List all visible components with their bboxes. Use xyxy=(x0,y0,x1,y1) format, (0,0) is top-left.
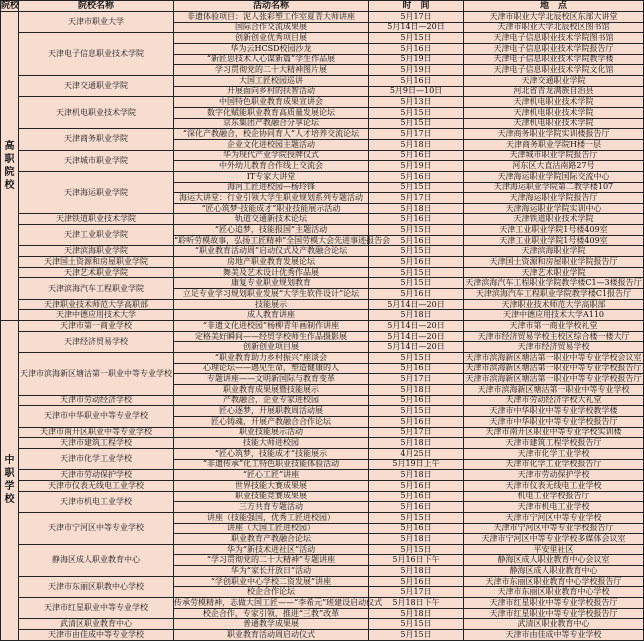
school-cell: 天津市劳动经济学校 xyxy=(19,395,174,406)
activity-cell: “深化产教融合，校企协同育人”人才培养交流论坛 xyxy=(174,129,369,140)
header-time: 时 间 xyxy=(369,1,464,12)
header-activity: 活动名称 xyxy=(174,1,369,12)
table-row xyxy=(1,353,644,364)
time-cell: 5月14日—20日 xyxy=(369,299,464,310)
time-cell: 5月15日 xyxy=(369,225,464,236)
table-body xyxy=(1,12,644,641)
location-cell: 天津艺术职业学院 xyxy=(464,267,644,278)
location-cell: 天津滨海汽车工程职业学院教学楼C1—3楼报告厅 xyxy=(465,278,642,288)
school-cell: 天津市职业大学 xyxy=(19,12,174,33)
table-row xyxy=(1,427,644,438)
table-row xyxy=(1,598,644,609)
table-row xyxy=(1,33,644,44)
school-cell: 天津铁道职业技术学院 xyxy=(19,214,174,225)
activity-cell: 企业文化进校园主题活动 xyxy=(174,139,369,150)
school-cell: 天津机电职业技术学院 xyxy=(19,97,174,129)
table-row xyxy=(1,150,644,161)
school-cell: 天津市宁河区中等专业学校 xyxy=(19,512,174,544)
activity-cell: 传承劳模精神，志做大国工匠——“李希元”班建设启动仪式 xyxy=(174,597,383,607)
header-category: 院校 xyxy=(1,1,20,11)
time-cell: 5月17日 xyxy=(369,129,464,140)
time-cell: 5月18日 xyxy=(369,566,464,577)
school-cell: 天津滨海汽车工程职业学院 xyxy=(19,278,174,299)
activity-cell: 匠心逐梦，开展职教周活动展 xyxy=(174,406,369,417)
table-row xyxy=(1,544,644,555)
time-cell: 5月15日 xyxy=(369,406,464,417)
activity-cell: 成人教育讲座 xyxy=(174,310,369,321)
location-cell: 天津市劳动经济学校大礼堂 xyxy=(464,395,644,406)
time-cell: 5月18日 xyxy=(369,438,464,449)
time-cell: 5月16日 xyxy=(369,43,464,54)
table-row xyxy=(1,267,644,278)
table-row xyxy=(1,448,644,459)
location-cell: 天津海运职业学院报告厅 xyxy=(464,193,644,204)
time-cell: 5月16日 xyxy=(369,214,464,225)
activity-cell: “职业教育活动周”启动仪式及产教融合论坛 xyxy=(174,246,369,257)
activity-cell: 三方共育专题活动 xyxy=(174,502,369,513)
school-cell: 天津电子信息职业技术学院 xyxy=(19,33,174,76)
time-cell: 5月15日 xyxy=(369,512,464,523)
table-row xyxy=(1,331,644,342)
table-row xyxy=(1,576,644,587)
time-cell: 5月13日 xyxy=(369,97,464,108)
time-cell: 5月14日—20日 xyxy=(369,342,464,353)
activity-cell: “新匠思技术人心谋新篇”学生作品展 xyxy=(174,54,369,65)
time-cell: 5月14日—20日 xyxy=(369,321,464,332)
table-row xyxy=(1,512,644,523)
activity-cell: 海运大讲堂：行业引领大学生职业规划系列专题活动 xyxy=(174,193,369,204)
time-cell: 5月15日 xyxy=(369,118,464,129)
activity-cell: 康复专业职业规划教育 xyxy=(174,278,369,289)
table-row xyxy=(1,75,644,86)
school-cell: 天津市中华职业中等专业学校 xyxy=(19,406,174,427)
time-cell: 5月18日 xyxy=(369,384,464,395)
time-cell: 5月16日下午 xyxy=(369,555,464,566)
location-cell: 天津市滨海新区塘沽第一职业中等专业学校报告厅 xyxy=(465,374,642,384)
location-cell: 天津市化学工业学校报告厅 xyxy=(464,459,644,470)
table-row xyxy=(1,321,644,332)
activity-cell: 立足专业学习规划职业发展“大学生软件设计”论坛 xyxy=(174,289,369,300)
time-cell: 5月14日—20日 xyxy=(369,331,464,342)
activity-cell: 华为云HCSD校园沙龙 xyxy=(174,43,369,54)
activity-cell: 心理论坛——遇见生命，塑造健康的人 xyxy=(174,363,369,374)
location-cell: 天津市南开区职业中等专业学校实训楼 xyxy=(464,427,644,438)
school-cell: 天津职业技术师范大学高职部 xyxy=(19,299,174,310)
school-cell: 天津工业职业学院 xyxy=(19,225,174,246)
table-row xyxy=(1,299,644,310)
location-cell: 天津机电职业技术学院 xyxy=(464,118,644,129)
location-cell: 天津铁道职业技术学院 xyxy=(464,214,644,225)
activity-cell: 普通教学成果展 xyxy=(174,619,369,630)
location-cell: 天津商务职业学院H楼一层 xyxy=(464,139,644,150)
location-cell: 平安里社区 xyxy=(464,544,644,555)
location-cell: 天津海运职业学院第二教学楼107 xyxy=(464,182,644,193)
activity-cell: “匠心工匠”讲座 xyxy=(174,470,369,481)
activity-cell: 职业教育成果展暨技能展示 xyxy=(174,384,369,395)
category-cell: 高职院校 xyxy=(1,12,19,321)
header-row xyxy=(1,1,644,12)
time-cell: 5月15日 xyxy=(369,267,464,278)
activity-cell: 海河工匠进校园—杨玲锋 xyxy=(174,182,369,193)
location-cell: 天津市中华职业中等专业学校教学楼 xyxy=(464,406,644,417)
location-cell: 天津市经济贸易学校主校区综合楼一楼大厅 xyxy=(464,331,644,342)
time-cell: 5月16日 xyxy=(369,395,464,406)
table-row xyxy=(1,619,644,630)
time-cell: 5月16日 xyxy=(369,416,464,427)
school-cell: 天津市由佳成中等专业学校 xyxy=(19,630,174,641)
school-cell: 天津市东丽区职教中心学校 xyxy=(19,576,174,597)
location-cell: 天津电子信息职业技术学院文化馆 xyxy=(464,65,644,76)
location-cell: 天津城市职业学院报告厅 xyxy=(464,150,644,161)
location-cell: 天津国土资源和房屋职业学院报告厅 xyxy=(464,257,644,268)
activity-cell: “学习贯彻党的二十大精神”专题讲座 xyxy=(174,555,369,566)
time-cell: 5月19日 xyxy=(369,54,464,65)
location-cell: 天津市滨海新区塘沽第一职业中等专业学校会议室 xyxy=(465,352,642,362)
activity-cell: “匠心追梦，技能报国”主题活动 xyxy=(174,225,369,236)
table-row xyxy=(1,225,644,236)
activity-cell: 中外幼儿教育合作线上交流会 xyxy=(174,161,369,172)
activity-cell: 世界技能大赛成果展 xyxy=(174,480,369,491)
activity-cell: “职业教育助力乡村振兴”座谈会 xyxy=(174,353,369,364)
activity-cell: 校企合作论坛 xyxy=(174,587,369,598)
location-cell: 天津市化学工业学校 xyxy=(464,448,644,459)
location-cell: 天津滨海汽车工程职业学院教学楼C1报告厅 xyxy=(464,289,644,300)
school-cell: 天津海运职业学院 xyxy=(19,171,174,214)
activity-cell: 京东集团产教融合分享论坛 xyxy=(174,118,369,129)
activity-cell: 大国工匠校园巡讲 xyxy=(174,75,369,86)
school-cell: 武清区职业教育中心 xyxy=(19,619,174,630)
activity-cell: 产教融合，企业专家进校园 xyxy=(174,395,369,406)
activity-cell: 专题讲座——文明新国际与教育变革 xyxy=(174,374,369,385)
time-cell: 5月16日 xyxy=(369,257,464,268)
location-cell: 天津中德应用技术大学A110 xyxy=(464,310,644,321)
location-cell: 天津市宁河区中等专业学校 xyxy=(464,512,644,523)
activity-cell: 开展面向乡村的扶智活动 xyxy=(174,86,369,97)
activity-cell: 技能展示 xyxy=(174,299,369,310)
table-row xyxy=(1,310,644,321)
table-row xyxy=(1,406,644,417)
time-cell: 5月17日 xyxy=(369,193,464,204)
activity-cell: IT专家大讲堂 xyxy=(174,171,369,182)
activity-cell: 匠心铸魂，开展产教融合合作论坛 xyxy=(174,416,369,427)
table-row xyxy=(1,630,644,641)
location-cell: 天津机电职业技术学院 xyxy=(464,97,644,108)
location-cell: 河东区大直沽南路27号 xyxy=(464,161,644,172)
activity-cell: 舞美及艺术设计优秀作品展 xyxy=(174,267,369,278)
category-cell: 中职学校 xyxy=(1,321,19,641)
activity-cell: 华为现代产业学院授牌仪式 xyxy=(174,150,369,161)
location-cell: 天津市滨海新区塘沽第一职业中等专业学校 xyxy=(464,384,644,395)
location-cell: 天津商务职业学院实训楼报告厅 xyxy=(464,129,644,140)
location-cell: 武清区职业教育中心 xyxy=(464,619,644,630)
activity-cell: 学习贯彻党的二十大精神图片展 xyxy=(174,65,369,76)
school-cell: 天津艺术职业学院 xyxy=(19,267,174,278)
time-cell: 5月16日 xyxy=(369,480,464,491)
time-cell: 5月16日 xyxy=(369,523,464,534)
location-cell: 天津滨海职业学院 xyxy=(464,246,644,257)
time-cell: 5月15日 xyxy=(369,353,464,364)
activity-cell: “聆听劳模故事，弘扬工匠精神”全国劳模大会先进事迹报告会 xyxy=(174,235,391,245)
activity-cell: 讲座（大国工匠进校园） xyxy=(174,523,369,534)
time-cell: 5月16日 xyxy=(369,150,464,161)
location-cell: 天津工业职业学院1号楼409室 xyxy=(464,235,644,246)
location-cell: 天津市东丽区职业教育中心学校报告厅 xyxy=(464,576,644,587)
location-cell: 天津市红星职业中等专业学校报告厅 xyxy=(464,598,644,609)
activity-cell: 职业技能展示活动 xyxy=(174,427,369,438)
header-school: 院校名称 xyxy=(19,1,174,12)
location-cell: 天津海运职业学院国际交流中心 xyxy=(464,171,644,182)
time-cell: 5月15日 xyxy=(369,182,464,193)
school-cell: 天津滨海职业学院 xyxy=(19,246,174,257)
time-cell: 5月16日 xyxy=(369,502,464,513)
location-cell: 天津市由佳成中等专业学校 xyxy=(464,630,644,641)
school-cell: 天津市仪表无线电工业学校 xyxy=(19,480,174,491)
table-row xyxy=(1,395,644,406)
school-cell: 天津交通职业学院 xyxy=(19,75,174,96)
location-cell: 天津机电职业技术学院 xyxy=(464,107,644,118)
school-cell: 天津商务职业学院 xyxy=(19,129,174,150)
location-cell: 天津市职业大学北辰校区图书馆 xyxy=(464,22,644,33)
school-cell: 天津市劳动保护学校 xyxy=(19,470,174,481)
time-cell: 5月15日 xyxy=(369,630,464,641)
location-cell: 河北省青龙满族自治县 xyxy=(464,86,644,97)
time-cell: 5月16日 xyxy=(369,235,464,246)
location-cell: 天津市经济贸易学校 xyxy=(464,342,644,353)
activity-cell: 职业技能竞赛成果展 xyxy=(174,491,369,502)
time-cell: 5月15日 xyxy=(369,278,464,289)
location-cell: 天津电子信息职业技术学院报告厅 xyxy=(464,43,644,54)
time-cell: 5月19日 xyxy=(369,161,464,172)
table-row xyxy=(1,12,644,23)
location-cell: 天津市宁河区中等专业学校报告厅 xyxy=(464,523,644,534)
table-row xyxy=(1,129,644,140)
table-row xyxy=(1,470,644,481)
activity-cell: 轨道交通新技术论坛 xyxy=(174,214,369,225)
time-cell: 5月18日 xyxy=(369,139,464,150)
time-cell: 5月15日 xyxy=(369,107,464,118)
location-cell: 天津市宁河区中等专业学校多媒体会议室 xyxy=(464,534,644,545)
location-cell: 天津电子信息职业技术学院教学楼 xyxy=(464,54,644,65)
header-location: 地 点 xyxy=(464,1,644,12)
table-row xyxy=(1,480,644,491)
table-row xyxy=(1,214,644,225)
school-cell: 天津市红星职业中等专业学校 xyxy=(19,598,174,619)
activity-cell: 华为“家长开放日”活动 xyxy=(174,566,369,577)
location-cell: 天津市东丽区职业教育中心学校 xyxy=(464,587,644,598)
school-cell: 天津城市职业学院 xyxy=(19,150,174,171)
activity-cell: “匠心筑梦·技能成才”职业技能展示活动 xyxy=(174,203,369,214)
time-cell: 5月18日 xyxy=(369,608,464,619)
table-row xyxy=(1,491,644,502)
time-cell: 5月18日 xyxy=(369,470,464,481)
activity-cell: 房地产职业教育发展论坛 xyxy=(174,257,369,268)
school-cell: 天津经济贸易学校 xyxy=(19,331,174,352)
location-cell: 天津市中华职业中等专业学校报告厅 xyxy=(464,416,644,427)
school-cell: 天津中德应用技术大学 xyxy=(19,310,174,321)
time-cell: 5月17日 xyxy=(369,587,464,598)
activity-cell: 定格美好瞬间——经贸学校师生作品摄影展 xyxy=(174,331,369,342)
school-cell: 天津国土资源和房屋职业学院 xyxy=(19,257,174,268)
time-cell: 5月15日 xyxy=(369,544,464,555)
location-cell: 天津市劳动保护学校 xyxy=(464,470,644,481)
location-cell: 机电工业学校报告厅 xyxy=(464,491,644,502)
activity-cell: 非遗体验项目：泥人张彩塑工作室夏青大师讲座 xyxy=(174,12,369,23)
time-cell: 5月14日—20日 xyxy=(369,22,464,33)
activity-cell: 讲座（技能强国，优秀工匠进校园） xyxy=(174,512,369,523)
time-cell: 5月15日 xyxy=(369,619,464,630)
time-cell: 5月17日 xyxy=(369,12,464,23)
location-cell: 天津市红星职业中等专业学校报告厅 xyxy=(464,608,644,619)
activity-cell: “学创职业中心学校二资发展”讲座 xyxy=(174,576,369,587)
activity-cell: “非遗传承”化工特色职业技能体验活动 xyxy=(174,459,369,470)
activity-cell: 中国特色职业教育成果宣讲会 xyxy=(174,97,369,108)
time-cell: 5月16日 xyxy=(369,576,464,587)
school-cell: 天津市化学工业学校 xyxy=(19,448,174,469)
table-row xyxy=(1,278,644,289)
activity-cell: 国际合作交流成果展 xyxy=(174,22,369,33)
table-row xyxy=(1,171,644,182)
time-cell: 5月18日 xyxy=(369,203,464,214)
location-cell: 天津职业技术师范大学高职部 xyxy=(464,299,644,310)
time-cell: 5月18日 xyxy=(369,534,464,545)
activity-cell: 创新创业优秀项目展 xyxy=(174,33,369,44)
activity-cell: 技能大师进校园 xyxy=(174,438,369,449)
location-cell: 静海区成人职业教育中心会议室 xyxy=(464,555,644,566)
time-cell: 4月25日 xyxy=(369,448,464,459)
activity-cell: 华为“新技术进社区”活动 xyxy=(174,544,369,555)
time-cell: 5月15日 xyxy=(369,246,464,257)
school-cell: 静海区成人职业教育中心 xyxy=(19,544,174,576)
location-cell: 天津交通职业学院 xyxy=(464,75,644,86)
activity-cell: 职业教育产教融合论坛 xyxy=(174,534,369,545)
time-cell: 5月19日 xyxy=(369,65,464,76)
location-cell: 天津市机电工业学校 xyxy=(464,502,644,513)
location-cell: 天津市建筑工程学校报告厅 xyxy=(464,438,644,449)
school-cell: 天津市第一商业学校 xyxy=(19,321,174,332)
time-cell: 5月16日 xyxy=(369,491,464,502)
location-cell: 天津海运职业学院实训中心 xyxy=(464,203,644,214)
table-row xyxy=(1,257,644,268)
activity-cell: “匠心筑梦，技能成才”技能展示 xyxy=(174,448,369,459)
activity-cell: 创新创业项目展 xyxy=(174,342,369,353)
time-cell: 5月16日 xyxy=(369,171,464,182)
activity-cell: “非遗文化进校园”杨柳青年画制作讲座 xyxy=(174,321,369,332)
school-cell: 天津市滨海新区塘沽第一职业中等专业学校 xyxy=(19,353,174,396)
table-row xyxy=(1,438,644,449)
location-cell: 天津市第一商业学校礼堂 xyxy=(464,321,644,332)
table-row xyxy=(1,97,644,108)
time-cell: 5月16日 xyxy=(369,289,464,300)
activity-cell: 校企合作，专家引领，推进“三教”改革 xyxy=(174,608,369,619)
school-cell: 天津市南开区职业中等专业学校 xyxy=(19,427,174,438)
time-cell: 5月16日 xyxy=(369,75,464,86)
school-cell: 天津市建筑工程学校 xyxy=(19,438,174,449)
time-cell: 5月16日 xyxy=(369,363,464,374)
time-cell: 5月18日下午 xyxy=(369,598,464,609)
time-cell: 5月19日上午 xyxy=(369,459,464,470)
time-cell: 5月15日 xyxy=(369,33,464,44)
location-cell: 天津电子信息职业技术学院图书馆 xyxy=(464,33,644,44)
location-cell: 静海区成人职业教育中心 xyxy=(464,566,644,577)
time-cell: 5月18日 xyxy=(369,310,464,321)
time-cell: 5月9日—10日 xyxy=(369,86,464,97)
time-cell: 5月17日 xyxy=(369,427,464,438)
location-cell: 天津市仪表无线电工业学校 xyxy=(464,480,644,491)
school-cell: 天津市机电工业学校 xyxy=(19,491,174,512)
activity-cell: 数字化赋能职业教育高质量发展论坛 xyxy=(174,107,369,118)
location-cell: 天津市职业大学北辰校区东部大讲堂 xyxy=(464,12,644,23)
activity-cell: 职业教育活动周启动仪式 xyxy=(174,630,369,641)
location-cell: 天津工业职业学院1号楼409室 xyxy=(464,225,644,236)
table-row xyxy=(1,246,644,257)
time-cell: 5月17日 xyxy=(369,374,464,385)
location-cell: 天津市滨海新区塘沽第一职业中等专业学校报告厅 xyxy=(465,363,642,373)
